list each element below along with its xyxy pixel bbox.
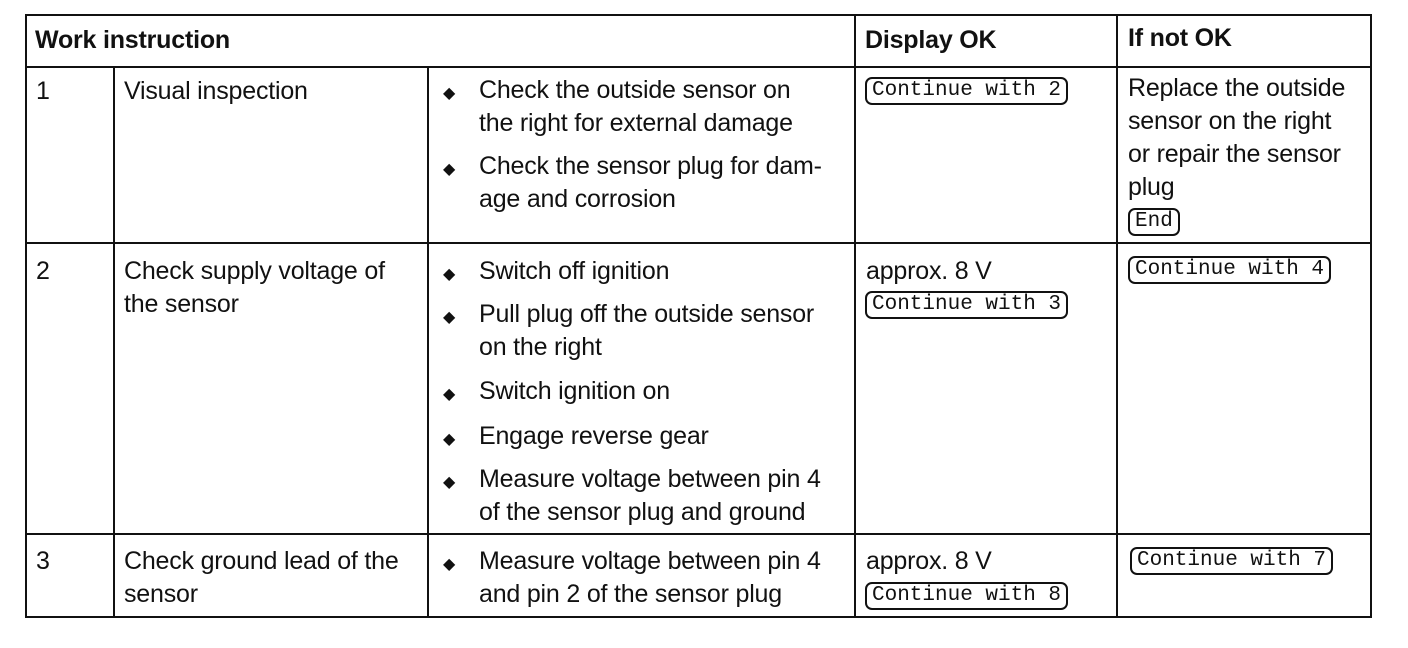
if-not-ok-text: or repair the sensor (1128, 140, 1341, 168)
column-divider (427, 66, 429, 618)
row-number: 1 (36, 77, 50, 105)
step-text: Measure voltage between pin 4 (479, 547, 821, 575)
bullet-icon: ◆ (443, 161, 456, 178)
if-not-ok-text: sensor on the right (1128, 107, 1332, 135)
row-title: Visual inspection (124, 77, 308, 105)
step-text: Pull plug off the outside sensor (479, 300, 815, 328)
bullet-icon: ◆ (443, 266, 456, 283)
bullet-icon: ◆ (443, 431, 456, 448)
header-if-not-ok: If not OK (1128, 24, 1232, 52)
display-ok-text: approx. 8 V (866, 257, 992, 285)
step-text: of the sensor plug and ground (479, 498, 806, 526)
row-title: Check supply voltage of (124, 257, 385, 285)
header-work-instruction: Work instruction (35, 26, 230, 54)
step-text: Measure voltage between pin 4 (479, 465, 821, 493)
row-divider (25, 533, 1372, 535)
row-title: sensor (124, 580, 198, 608)
row-number: 2 (36, 257, 50, 285)
step-text: Check the outside sensor on (479, 76, 791, 104)
if-not-ok-text: Replace the outside (1128, 74, 1346, 102)
row-divider (25, 242, 1372, 244)
bullet-icon: ◆ (443, 474, 456, 491)
step-text: Check the sensor plug for dam- (479, 152, 822, 180)
step-text: Switch off ignition (479, 257, 670, 285)
step-text: and pin 2 of the sensor plug (479, 580, 782, 608)
step-text: on the right (479, 333, 602, 361)
column-divider (1116, 14, 1118, 618)
bullet-icon: ◆ (443, 309, 456, 326)
step-text: the right for external damage (479, 109, 793, 137)
column-divider (113, 66, 115, 618)
bullet-icon: ◆ (443, 556, 456, 573)
continue-with-3-label: Continue with 3 (865, 291, 1068, 319)
row-divider (25, 66, 1372, 68)
row-title: Check ground lead of the (124, 547, 399, 575)
continue-with-7-label: Continue with 7 (1130, 547, 1333, 575)
step-text: Engage reverse gear (479, 422, 709, 450)
continue-with-2-label: Continue with 2 (865, 77, 1068, 105)
step-text: age and corrosion (479, 185, 676, 213)
display-ok-text: approx. 8 V (866, 547, 992, 575)
column-divider (854, 14, 856, 618)
header-display-ok: Display OK (865, 26, 997, 54)
bullet-icon: ◆ (443, 386, 456, 403)
row-number: 3 (36, 547, 50, 575)
bullet-icon: ◆ (443, 85, 456, 102)
row-title: the sensor (124, 290, 239, 318)
continue-with-4-label: Continue with 4 (1128, 256, 1331, 284)
continue-with-8-label: Continue with 8 (865, 582, 1068, 610)
if-not-ok-text: plug (1128, 173, 1175, 201)
step-text: Switch ignition on (479, 377, 670, 405)
end-label: End (1128, 208, 1180, 236)
